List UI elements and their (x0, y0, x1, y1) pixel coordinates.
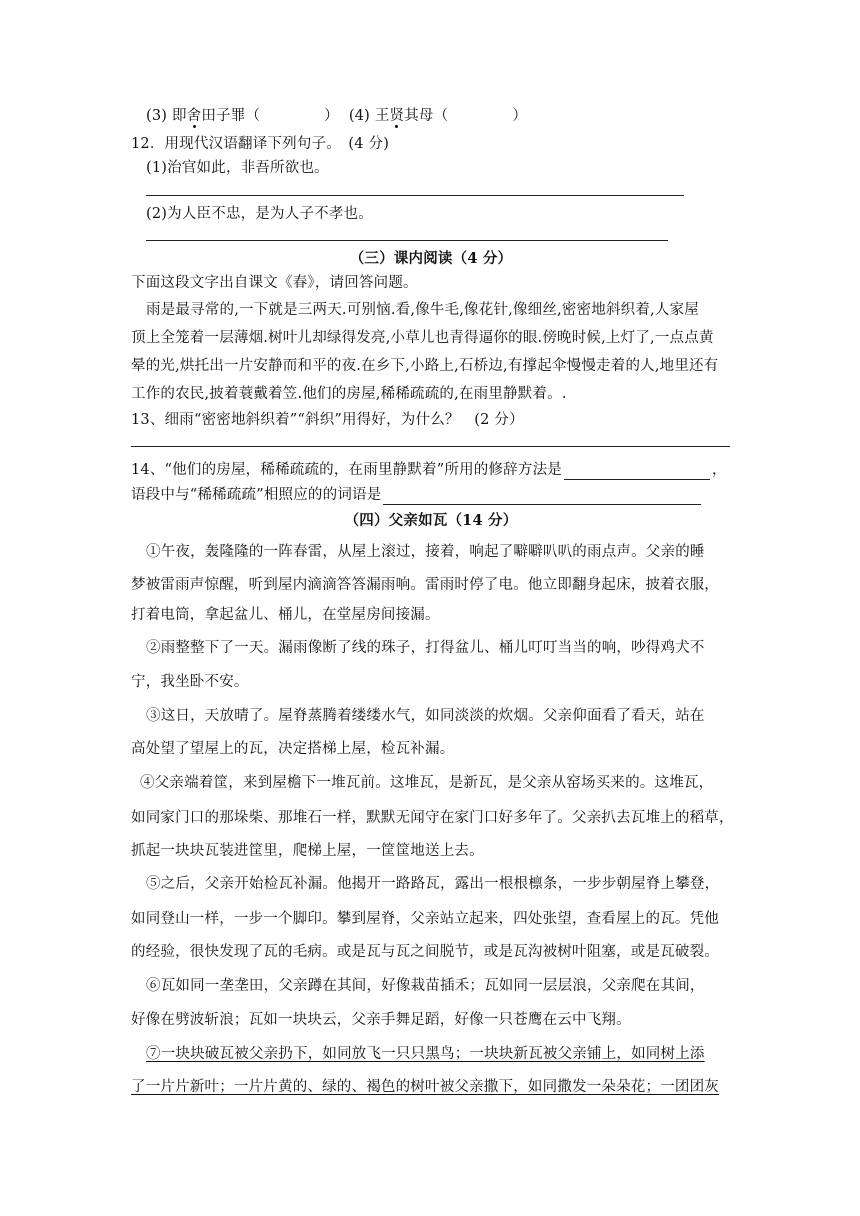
q11-item3-prefix: (3) 即 (146, 108, 187, 124)
q11-item4-prefix: (4) 王 (348, 108, 390, 124)
para3-line-2: 高处望了望屋上的瓦，决定搭梯上屋，检瓦补漏。 (131, 741, 455, 757)
section3-title: （三）课内阅读（4 分） (349, 250, 513, 267)
passage-line-4: 工作的农民,披着蓑戴着笠.他们的房屋,稀稀疏疏的,在雨里静默着。. (131, 386, 567, 402)
para4-line-3: 抓起一块块瓦装进筐里，爬梯上屋，一筐筐地送上去。 (131, 843, 484, 859)
q11-items-line (146, 106, 746, 126)
q12-title: 12．用现代汉语翻译下列句子。 (4 分) (131, 136, 390, 152)
section3-intro: 下面这段文字出自课文《春》，请回答问题。 (131, 275, 418, 291)
q11-item3-close: ） (324, 108, 339, 124)
q12-answer-line-2[interactable] (146, 240, 668, 241)
para5-line-2: 如同登山一样，一步一个脚印。攀到屋脊，父亲站立起来，四处张望，查看屋上的瓦。凭他 (131, 911, 719, 927)
para2-line-1: ②雨整整下了一天。漏雨像断了线的珠子，打得盆儿、桶儿叮叮当当的响，吵得鸡犬不 (146, 640, 705, 656)
para6-line-1: ⑥瓦如同一垄垄田，父亲蹲在其间，好像栽苗插禾；瓦如同一层层浪，父亲爬在其间， (146, 978, 705, 994)
para6-line-2: 好像在劈波斩浪；瓦如一块块云，父亲手舞足蹈，好像一只苍鹰在云中飞翔。 (131, 1012, 631, 1028)
para5-line-1: ⑤之后，父亲开始检瓦补漏。他揭开一路路瓦，露出一根根檩条，一步步朝屋脊上攀登， (146, 876, 720, 892)
q11-item3-suffix: 田子罪（ (201, 108, 261, 124)
para1-line-1: ①午夜，轰隆隆的一阵春雷，从屋上滚过，接着，响起了噼噼叭叭的雨点声。父亲的睡 (146, 544, 705, 560)
q13-answer-line[interactable] (131, 446, 730, 447)
q13-question: 13、细雨“密密地斜织着”“斜织”用得好，为什么？ (2 分） (131, 412, 524, 428)
q14-blank-a[interactable] (564, 463, 710, 480)
q14-line-b (131, 485, 731, 505)
q12-answer-line-1[interactable] (146, 195, 684, 196)
section4-title: （四）父亲如瓦（14 分） (344, 512, 518, 529)
para4-line-1: ④父亲端着筐，来到屋檐下一堆瓦前。这堆瓦，是新瓦，是父亲从窑场买来的。这堆瓦， (140, 775, 714, 791)
para7-line-2: 了一片片新叶；一片片黄的、绿的、褐色的树叶被父亲撒下，如同撒发一朵朵花；一团团灰 (131, 1079, 719, 1095)
q12-sentence-1: (1)治官如此，非吾所欲也。 (146, 160, 329, 176)
q14-question-a: 14、“他们的房屋，稀稀疏疏的，在雨里静默着”所用的修辞方法是 (131, 462, 562, 478)
passage-line-3: 晕的光,烘托出一片安静而和平的夜.在乡下,小路上,石桥边,有撑起伞慢慢走着的人,地里还有 (131, 358, 719, 374)
q14-line-a (131, 460, 731, 480)
para1-line-2: 梦被雷雨声惊醒，听到屋内滴滴答答漏雨响。雷雨时停了电。他立即翻身起床，披着衣服， (131, 577, 719, 593)
q11-item4-close: ） (512, 108, 528, 124)
q14-blank-b[interactable] (383, 488, 701, 505)
passage-line-1: 雨是最寻常的,一下就是三两天.可别恼.看,像牛毛,像花针,像细丝,密密地斜织着,人家屋 (146, 302, 699, 318)
para5-line-3: 的经验，很快发现了瓦的毛病。或是瓦与瓦之间脱节，或是瓦沟被树叶阻塞，或是瓦破裂。 (131, 944, 719, 960)
q11-item3-dotted-char: 舍 (186, 108, 202, 124)
q12-sentence-2: (2)为人臣不忠，是为人子不孝也。 (146, 206, 373, 222)
para4-line-2: 如同家门口的那垛柴、那堆石一样，默默无闻守在家门口好多年了。父亲扒去瓦堆上的稻草， (131, 810, 734, 826)
para2-line-2: 宁，我坐卧不安。 (131, 674, 249, 690)
para1-line-3: 打着电筒，拿起盆儿、桶儿，在堂屋房间接漏。 (131, 607, 440, 623)
para3-line-1: ③这日，天放晴了。屋脊蒸腾着缕缕水气，如同淡淡的炊烟。父亲仰面看了看天，站在 (146, 708, 705, 724)
q14-question-b: 语段中与“稀稀疏疏”相照应的的词语是 (131, 487, 382, 503)
q11-item4-suffix: 其母（ (404, 108, 449, 124)
q14-comma: ， (711, 462, 727, 478)
para7-line-1: ⑦一块块破瓦被父亲扔下，如同放飞一只只黑鸟；一块块新瓦被父亲铺上，如同树上添 (146, 1046, 705, 1062)
passage-line-2: 顶上全笼着一层薄烟.树叶儿却绿得发亮,小草儿也青得逼你的眼.傍晚时候,上灯了,一点点黄 (131, 330, 714, 346)
q11-item4-dotted-char: 贤 (389, 108, 405, 124)
